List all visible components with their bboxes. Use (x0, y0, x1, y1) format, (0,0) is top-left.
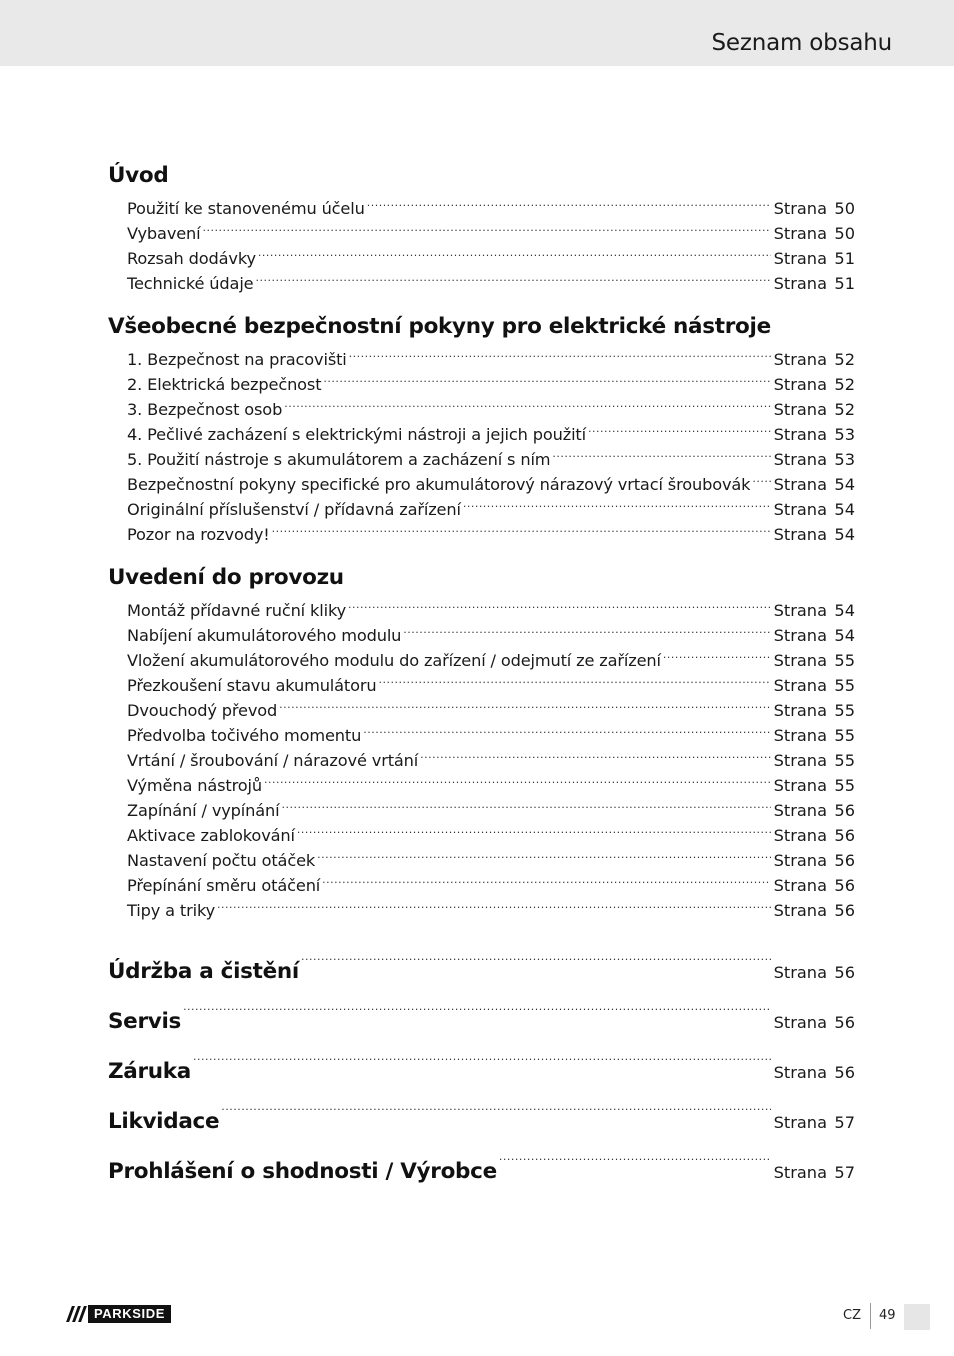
entry-page-word: Strana (773, 676, 827, 695)
entry-label: Vybavení (127, 224, 201, 243)
entry-page-number: 56 (834, 901, 855, 920)
entry-page-number: 57 (834, 1163, 855, 1182)
parkside-logo (66, 1305, 171, 1323)
dot-leader (403, 616, 770, 641)
entry-page-number: 50 (834, 199, 855, 218)
entry-page-number: 55 (834, 676, 855, 695)
section-title: Uvedení do provozu (108, 565, 344, 590)
entry-page-word: Strana (773, 901, 827, 920)
dot-leader (348, 591, 771, 616)
toc-section (108, 314, 855, 544)
dot-leader (349, 340, 771, 365)
entry-page-number: 55 (834, 726, 855, 745)
entry-page-word: Strana (773, 751, 827, 770)
entry-label: Dvouchodý převod (127, 701, 278, 720)
entry-page-word: Strana (773, 851, 827, 870)
entry-page-word: Strana (773, 400, 827, 419)
entry-page-number: 54 (834, 626, 855, 645)
entry-page-word: Strana (773, 651, 827, 670)
entry-page-word: Strana (773, 1013, 827, 1032)
entry-page-word: Strana (773, 1113, 827, 1132)
entry-page-number: 55 (834, 651, 855, 670)
dot-leader (183, 978, 771, 1028)
toc-entry[interactable] (108, 239, 855, 268)
dot-leader (588, 415, 771, 440)
footer-tab (904, 1304, 930, 1330)
entry-page-number: 53 (834, 425, 855, 444)
entry-page-number: 56 (834, 963, 855, 982)
entry-page-word: Strana (773, 1063, 827, 1082)
entry-page-word: Strana (773, 876, 827, 895)
main-entry-label: Záruka (108, 1059, 192, 1084)
toc-entry[interactable] (108, 591, 855, 620)
entry-label: Bezpečnostní pokyny specifické pro akumulátorový nárazový vrtací šroubovák (127, 475, 751, 494)
entry-label: Montáž přídavné ruční kliky (127, 601, 347, 620)
entry-page-word: Strana (773, 701, 827, 720)
entry-page-word: Strana (773, 500, 827, 519)
dot-leader (281, 791, 770, 816)
toc-entry[interactable] (108, 189, 855, 218)
main-entry-label: Servis (108, 1009, 182, 1034)
dot-leader (203, 214, 771, 239)
toc-main-entry[interactable] (108, 928, 855, 984)
entry-label: Aktivace zablokování (127, 826, 295, 845)
dot-leader (323, 365, 770, 390)
page-title: Seznam obsahu (711, 30, 892, 56)
entry-page-word: Strana (773, 224, 827, 243)
dot-leader (752, 465, 770, 490)
entry-label: Výměna nástrojů (127, 776, 262, 795)
entry-label: 2. Elektrická bezpečnost (127, 375, 322, 394)
entry-label: Přezkoušení stavu akumulátoru (127, 676, 377, 695)
entry-label: Použití ke stanovenému účelu (127, 199, 365, 218)
toc-entry[interactable] (108, 340, 855, 369)
entry-page-number: 56 (834, 1013, 855, 1032)
toc-main-entry[interactable] (108, 978, 855, 1034)
entry-label: Nabíjení akumulátorového modulu (127, 626, 402, 645)
dot-leader (363, 716, 770, 741)
entry-page-number: 57 (834, 1113, 855, 1132)
entry-page-number: 56 (834, 1063, 855, 1082)
entry-label: Technické údaje (127, 274, 254, 293)
entry-page-word: Strana (773, 626, 827, 645)
toc-section (108, 565, 855, 920)
page-number: 49 (879, 1308, 896, 1323)
entry-page-number: 55 (834, 776, 855, 795)
entry-page-number: 51 (834, 274, 855, 293)
toc-main-entry[interactable] (108, 1028, 855, 1084)
entry-page-number: 50 (834, 224, 855, 243)
main-entry-label: Likvidace (108, 1109, 220, 1134)
entry-page-word: Strana (773, 249, 827, 268)
entry-page-word: Strana (773, 525, 827, 544)
entry-label: Pozor na rozvody! (127, 525, 270, 544)
dot-leader (258, 239, 771, 264)
table-of-contents (108, 160, 855, 1184)
entry-label: Rozsah dodávky (127, 249, 256, 268)
footer-divider (870, 1303, 871, 1329)
dot-leader (272, 515, 771, 540)
entry-page-number: 54 (834, 475, 855, 494)
brand-name: PARKSIDE (88, 1305, 171, 1323)
entry-label: Zapínání / vypínání (127, 801, 280, 820)
dot-leader (301, 928, 771, 978)
entry-page-number: 55 (834, 751, 855, 770)
section-title: Všeobecné bezpečnostní pokyny pro elektrické nástroje (108, 314, 771, 339)
toc-entry[interactable] (108, 891, 855, 920)
entry-label: 5. Použití nástroje s akumulátorem a zacházení s ním (127, 450, 551, 469)
section-title: Úvod (108, 163, 169, 188)
toc-section (108, 163, 855, 293)
dot-leader (379, 666, 771, 691)
dot-leader (367, 189, 771, 214)
entry-label: Vrtání / šroubování / nárazové vrtání (127, 751, 419, 770)
entry-page-word: Strana (773, 274, 827, 293)
entry-page-word: Strana (773, 963, 827, 982)
entry-page-word: Strana (773, 776, 827, 795)
entry-page-number: 56 (834, 851, 855, 870)
entry-page-number: 54 (834, 500, 855, 519)
dot-leader (663, 641, 771, 666)
entry-page-word: Strana (773, 199, 827, 218)
entry-page-number: 52 (834, 350, 855, 369)
dot-leader (264, 766, 771, 791)
dot-leader (317, 841, 771, 866)
entry-page-word: Strana (773, 801, 827, 820)
entry-page-number: 56 (834, 876, 855, 895)
dot-leader (255, 264, 770, 289)
entry-label: Nastavení počtu otáček (127, 851, 316, 870)
entry-page-word: Strana (773, 1163, 827, 1182)
entry-page-number: 52 (834, 375, 855, 394)
entry-page-word: Strana (773, 375, 827, 394)
entry-page-word: Strana (773, 475, 827, 494)
dot-leader (420, 741, 770, 766)
dot-leader (297, 816, 771, 841)
dot-leader (193, 1028, 771, 1078)
dot-leader (463, 490, 771, 515)
entry-label: Přepínání směru otáčení (127, 876, 321, 895)
entry-label: Vložení akumulátorového modulu do zařízení / odejmutí ze zařízení (127, 651, 661, 670)
dot-leader (217, 891, 771, 916)
dot-leader (221, 1078, 770, 1128)
dot-leader (279, 691, 770, 716)
main-entry-label: Prohlášení o shodnosti / Výrobce (108, 1159, 497, 1184)
entry-page-number: 53 (834, 450, 855, 469)
entry-label: Předvolba točivého momentu (127, 726, 362, 745)
entry-page-word: Strana (773, 601, 827, 620)
entry-page-number: 52 (834, 400, 855, 419)
entry-page-word: Strana (773, 450, 827, 469)
entry-page-word: Strana (773, 726, 827, 745)
dot-leader (284, 390, 770, 415)
language-code: CZ (843, 1308, 861, 1323)
entry-label: 3. Bezpečnost osob (127, 400, 283, 419)
entry-page-number: 56 (834, 801, 855, 820)
slashes-icon (66, 1305, 88, 1323)
entry-page-number: 51 (834, 249, 855, 268)
entry-label: 1. Bezpečnost na pracovišti (127, 350, 347, 369)
entry-label: Tipy a triky (127, 901, 216, 920)
main-entry-label: Údržba a čistění (108, 959, 299, 984)
toc-main-entry[interactable] (108, 1078, 855, 1134)
entry-page-number: 56 (834, 826, 855, 845)
toc-entry[interactable] (108, 214, 855, 243)
entry-page-number: 54 (834, 525, 855, 544)
entry-page-word: Strana (773, 425, 827, 444)
dot-leader (552, 440, 770, 465)
entry-page-word: Strana (773, 350, 827, 369)
entry-label: Originální příslušenství / přídavná zařízení (127, 500, 461, 519)
toc-main-entry[interactable] (108, 1128, 855, 1184)
entry-page-number: 54 (834, 601, 855, 620)
dot-leader (499, 1128, 771, 1178)
entry-label: 4. Pečlivé zacházení s elektrickými nástroji a jejich použití (127, 425, 586, 444)
entry-page-number: 55 (834, 701, 855, 720)
entry-page-word: Strana (773, 826, 827, 845)
dot-leader (322, 866, 770, 891)
